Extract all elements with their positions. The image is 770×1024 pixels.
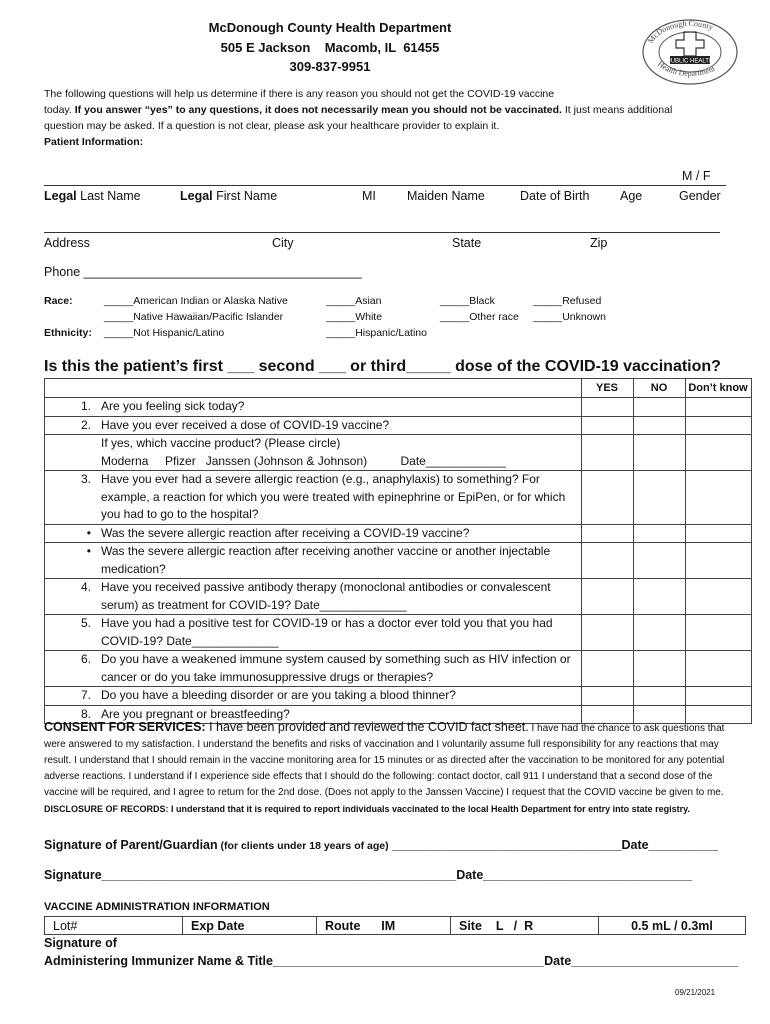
address-line [44, 232, 720, 233]
race-option-other[interactable]: _____Other race [440, 311, 519, 323]
yes-cell[interactable] [581, 398, 633, 417]
last-name-label [44, 189, 141, 203]
svg-text:McDonough County: McDonough County [646, 18, 715, 46]
yes-cell[interactable] [581, 416, 633, 435]
last-name-text: Last Name [76, 189, 141, 203]
first-name-text: First Name [212, 189, 278, 203]
table-row [45, 579, 752, 615]
no-cell[interactable] [633, 543, 685, 579]
dont-know-cell[interactable] [685, 398, 751, 417]
no-cell[interactable] [633, 615, 685, 651]
row-number: 7. [45, 687, 98, 706]
dont-know-cell[interactable] [685, 651, 751, 687]
consent-lead: I have been provided and reviewed the COVID fact sheet. [205, 720, 529, 734]
table-row [45, 651, 752, 687]
site-field[interactable]: Site L / R [451, 917, 599, 935]
race-option-refused[interactable]: _____Refused [533, 295, 602, 307]
table-row [45, 524, 752, 543]
dont-know-cell[interactable] [685, 416, 751, 435]
table-row [45, 435, 752, 453]
parent-signature-date: _________________________________Date__________ [388, 838, 719, 852]
admin-table [44, 916, 746, 935]
mi-label: MI [362, 189, 376, 203]
age-label: Age [620, 189, 643, 203]
svg-text:PUBLIC HEALTH: PUBLIC HEALTH [666, 58, 714, 65]
intro-line-1: The following questions will help us determine if there is any reason you should not get the COVID-19 vaccine [44, 88, 555, 100]
yes-cell[interactable] [581, 471, 633, 525]
parent-signature-line[interactable] [44, 838, 718, 852]
phone-field[interactable]: Phone ________________________________________ [44, 265, 362, 279]
row-number: 5. [45, 615, 98, 651]
dont-know-cell[interactable] [685, 543, 751, 579]
immunizer-signature-label: Signature of [44, 936, 117, 950]
row-number: 3. [45, 471, 98, 525]
table-row [45, 687, 752, 706]
table-header-row [45, 379, 752, 398]
row-number [45, 453, 98, 471]
dont-know-cell[interactable] [685, 687, 751, 706]
no-cell[interactable] [633, 687, 685, 706]
race-option-asian[interactable]: _____Asian [326, 295, 382, 307]
row-number: 1. [45, 398, 98, 417]
dose-field[interactable]: 0.5 mL / 0.3ml [599, 917, 746, 935]
question-text: Do you have a bleeding disorder or are you taking a blood thinner? [97, 687, 581, 706]
address-label: Address [44, 236, 90, 250]
question-text: If yes, which vaccine product? (Please circle) [97, 435, 581, 453]
dont-know-cell[interactable] [685, 615, 751, 651]
table-row [45, 471, 752, 525]
city-label: City [272, 236, 294, 250]
row-bullet: • [45, 524, 98, 543]
yes-cell[interactable] [581, 615, 633, 651]
ethnicity-label: Ethnicity: [44, 327, 92, 339]
question-text: Are you pregnant or breastfeeding? [97, 705, 581, 724]
race-option-white[interactable]: _____White [326, 311, 383, 323]
yes-cell[interactable] [581, 579, 633, 615]
no-cell[interactable] [633, 524, 685, 543]
table-row [45, 416, 752, 435]
ethnicity-option-hispanic[interactable]: _____Hispanic/Latino [326, 327, 427, 339]
mf-option[interactable]: M / F [682, 169, 711, 183]
no-cell[interactable] [633, 651, 685, 687]
race-option-aian[interactable]: _____American Indian or Alaska Native [104, 295, 288, 307]
intro-bold-note: If you answer “yes” to any questions, it does not necessarily mean you should not be vaccinated. [74, 104, 562, 116]
row-number: 2. [45, 416, 98, 435]
admin-title: VACCINE ADMINISTRATION INFORMATION [44, 901, 270, 913]
org-address: 505 E Jackson Macomb, IL 61455 [220, 40, 440, 55]
health-department-seal [640, 18, 740, 86]
race-option-black[interactable]: _____Black [440, 295, 495, 307]
lot-field[interactable]: Lot# [45, 917, 183, 935]
parent-signature-note: (for clients under 18 years of age) [217, 840, 389, 852]
parent-signature-label: Signature of Parent/Guardian [44, 838, 218, 852]
disclosure-text: DISCLOSURE OF RECORDS: I understand that it is required to report individuals vaccinated to the local Health Department for entry into state registry. [44, 804, 690, 814]
yes-cell[interactable] [581, 543, 633, 579]
consent-section [44, 719, 734, 817]
dont-know-cell[interactable] [685, 435, 751, 471]
svg-text:Health Department: Health Department [655, 59, 717, 78]
question-text: Was the severe allergic reaction after receiving a COVID-19 vaccine? [97, 524, 581, 543]
race-option-unknown[interactable]: _____Unknown [533, 311, 606, 323]
first-name-label [180, 189, 277, 203]
race-label: Race: [44, 295, 73, 307]
no-header: NO [633, 379, 685, 398]
exp-date-field[interactable]: Exp Date [183, 917, 317, 935]
legal-word: Legal [44, 189, 77, 203]
row-number: 4. [45, 579, 98, 615]
question-text: Have you received passive antibody therapy (monoclonal antibodies or convalescent serum) as treatment for COVID-19? Date_____________ [97, 579, 581, 615]
yes-cell[interactable] [581, 524, 633, 543]
consent-title: CONSENT FOR SERVICES: [44, 720, 206, 734]
question-text: Do you have a weakened immune system caused by something such as HIV infection or cancer or do you take immunosuppressive drugs or therapies? [97, 651, 581, 687]
screening-table [44, 378, 752, 724]
row-bullet: • [45, 543, 98, 579]
no-cell[interactable] [633, 471, 685, 525]
table-row [45, 543, 752, 579]
name-line [44, 185, 726, 186]
intro-line-2 [44, 104, 672, 116]
dont-know-cell[interactable] [685, 524, 751, 543]
question-text: Have you ever had a severe allergic reaction (e.g., anaphylaxis) to something? For example, a reaction for which you were treated with epinephrine or EpiPen, or for which you had to go to the hospital? [97, 471, 581, 525]
route-field[interactable]: Route IM [317, 917, 451, 935]
dob-label: Date of Birth [520, 189, 590, 203]
zip-label: Zip [590, 236, 608, 250]
intro-today: today. [44, 104, 72, 116]
question-text: Have you had a positive test for COVID-19 or has a doctor ever told you that you had COVID-19? Date_____________ [97, 615, 581, 651]
signature-line[interactable]: Signature___________________________________________________Date______________________________ [44, 868, 692, 882]
no-cell[interactable] [633, 579, 685, 615]
yes-cell[interactable] [581, 435, 633, 471]
legal-word: Legal [180, 189, 213, 203]
org-name: McDonough County Health Department [208, 20, 452, 35]
question-text: Have you ever received a dose of COVID-19 vaccine? [97, 416, 581, 435]
row-number: 8. [45, 705, 98, 724]
gender-label: Gender [679, 189, 721, 203]
maiden-name-label: Maiden Name [407, 189, 485, 203]
dont-know-cell[interactable] [685, 471, 751, 525]
yes-header: YES [581, 379, 633, 398]
race-option-nhpi[interactable]: _____Native Hawaiian/Pacific Islander [104, 311, 284, 323]
intro-line-3: question may be asked. If a question is not clear, please ask your healthcare provider to explain it. [44, 120, 500, 132]
table-row [45, 398, 752, 417]
no-cell[interactable] [633, 416, 685, 435]
consent-body: I have had the chance to ask questions that were answered to my satisfaction. I understand the benefits and risks of vaccination and I voluntarily assume full responsibility for any reactions that may result. I understand that I should remain in the vaccine monitoring area for 15 minutes or as directed after the vaccination to be monitored for any potential adverse reactions. I understand if I experience side effects that I should do the following: contact doctor, call 911 I understand that a second dose of the vaccine will be required, and I agree to return for the 2nd dose. (Does not apply to the Janssen Vaccine) I request that the COVID vaccine be given to me. [44, 723, 725, 798]
dont-know-header: Don’t know [685, 379, 751, 398]
patient-info-heading: Patient Information: [44, 136, 144, 148]
dont-know-cell[interactable] [685, 579, 751, 615]
row-number [45, 435, 98, 453]
dose-question: Is this the patient’s first ___ second ___ or third_____ dose of the COVID-19 vaccination? [44, 358, 721, 375]
vaccine-product-options[interactable]: Moderna Pfizer Janssen (Johnson & Johnson) Date____________ [97, 453, 581, 471]
org-phone: 309-837-9951 [289, 59, 371, 74]
immunizer-signature-line[interactable]: Administering Immunizer Name & Title_______________________________________Date________________________ [44, 954, 739, 968]
yes-cell[interactable] [581, 651, 633, 687]
revision-date: 09/21/2021 [675, 988, 716, 997]
question-text: Was the severe allergic reaction after receiving another vaccine or another injectable medication? [97, 543, 581, 579]
question-text: Are you feeling sick today? [97, 398, 581, 417]
no-cell[interactable] [633, 435, 685, 471]
row-number: 6. [45, 651, 98, 687]
state-label: State [452, 236, 482, 250]
admin-row [45, 917, 746, 935]
table-row [45, 615, 752, 651]
no-cell[interactable] [633, 398, 685, 417]
ethnicity-option-not-hispanic[interactable]: _____Not Hispanic/Latino [104, 327, 225, 339]
intro-additional: It just means additional [564, 104, 673, 116]
yes-cell[interactable] [581, 687, 633, 706]
